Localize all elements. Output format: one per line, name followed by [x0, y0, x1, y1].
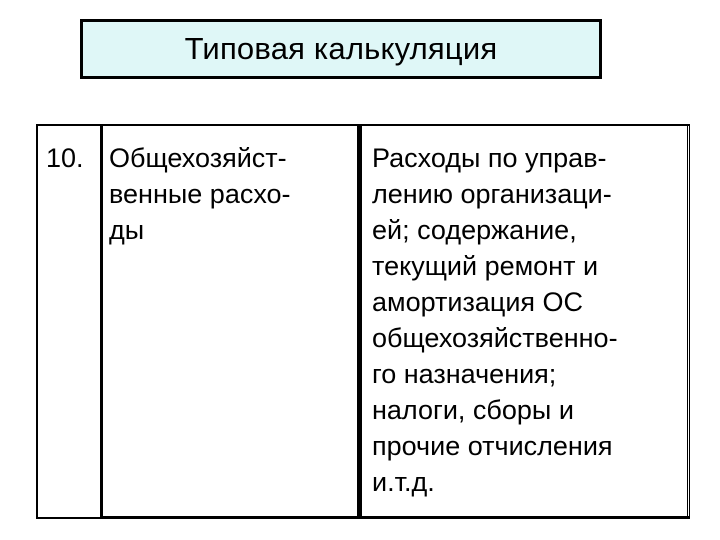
description-line: Расходы по управ- [372, 143, 607, 173]
description-line: лению организаци- [372, 179, 612, 209]
description-line: ей; содержание, [372, 215, 577, 245]
item-description-cell [360, 124, 690, 519]
item-name-cell [100, 124, 360, 519]
item-name-text [109, 140, 291, 248]
page-title: Типовая калькуляция [184, 31, 498, 66]
description-line: прочие отчисления [372, 431, 613, 461]
item-name-line: ды [109, 215, 145, 245]
row-number: 10. [46, 143, 84, 173]
title-box [80, 19, 602, 79]
description-line: го назначения; [372, 359, 557, 389]
item-description-text [372, 140, 618, 500]
table-divider [36, 517, 100, 519]
item-name-line: Общехозяйст- [109, 143, 287, 173]
description-line: текущий ремонт и [372, 251, 599, 281]
description-line: и.т.д. [372, 467, 435, 497]
cost-table [36, 124, 688, 518]
description-line: амортизация ОС [372, 287, 584, 317]
description-line: общехозяйственно- [372, 323, 618, 353]
item-name-line: венные расхо- [109, 179, 291, 209]
description-line: налоги, сборы и [372, 395, 574, 425]
